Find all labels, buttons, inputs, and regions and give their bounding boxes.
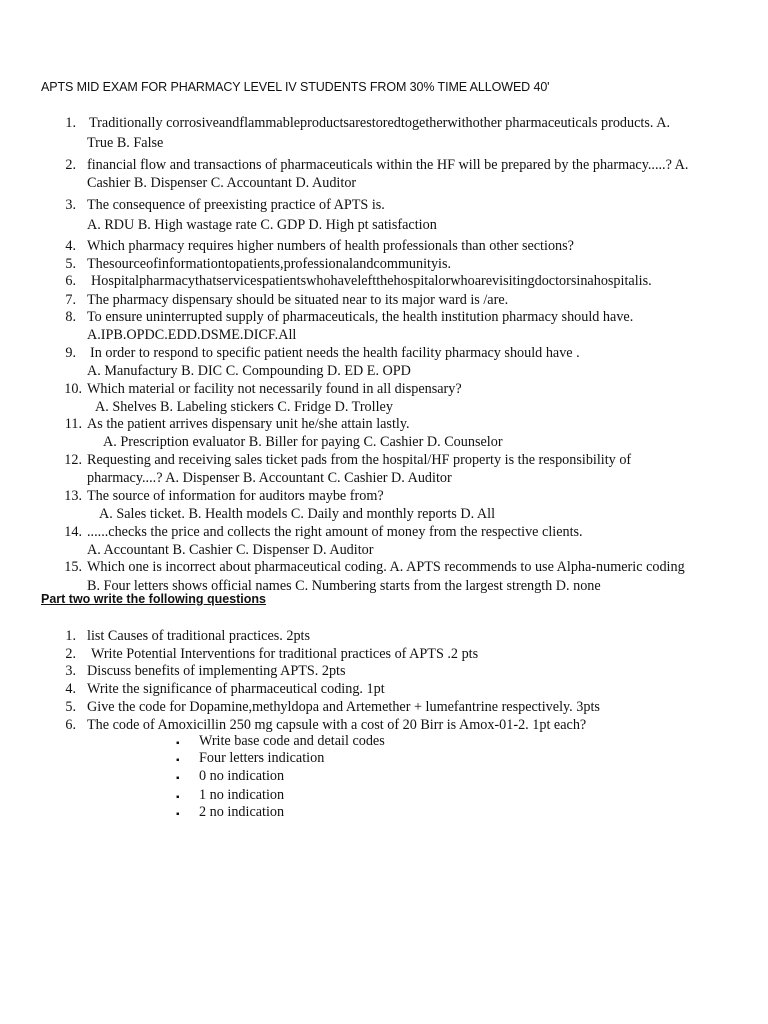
question-text-cont: Cashier B. Dispenser C. Accountant D. Auditor bbox=[87, 175, 357, 191]
question-text: The code of Amoxicillin 250 mg capsule with a cost of 20 Birr is Amox-01-2. 1pt each? bbox=[87, 717, 587, 733]
question-number: 5. bbox=[65, 699, 76, 715]
bullet-item: 0 no indication bbox=[199, 768, 285, 784]
question-text: Write the significance of pharmaceutical coding. 1pt bbox=[87, 681, 385, 697]
question-text: As the patient arrives dispensary unit he/she attain lastly. bbox=[87, 416, 410, 432]
bullet-item: 2 no indication bbox=[199, 804, 285, 820]
question-number: 7. bbox=[65, 292, 76, 308]
question-number: 4. bbox=[65, 238, 76, 254]
question-number: 13. bbox=[64, 488, 82, 504]
question-text: The pharmacy dispensary should be situated near to its major ward is /are. bbox=[87, 292, 509, 308]
question-text: Hospitalpharmacythatservicespatientswhohaveleftthehospitalorwhoarevisitingdoctorsinahospitalis. bbox=[91, 273, 652, 289]
bullet-item: Write base code and detail codes bbox=[199, 733, 385, 749]
question-number: 9. bbox=[65, 345, 76, 361]
question-number: 5. bbox=[65, 256, 76, 272]
question-number: 2. bbox=[65, 157, 76, 173]
question-text: The source of information for auditors maybe from? bbox=[87, 488, 384, 504]
bullet-icon: ▪ bbox=[176, 755, 180, 766]
part-two-heading: Part two write the following questions bbox=[41, 592, 267, 606]
question-text: list Causes of traditional practices. 2pts bbox=[87, 628, 311, 644]
question-text-cont: A.IPB.OPDC.EDD.DSME.DICF.All bbox=[87, 327, 297, 343]
question-text-cont: A. Shelves B. Labeling stickers C. Fridge D. Trolley bbox=[95, 399, 393, 415]
question-text-cont: A. Accountant B. Cashier C. Dispenser D. Auditor bbox=[87, 542, 374, 558]
bullet-icon: ▪ bbox=[176, 809, 180, 820]
question-text-cont: B. Four letters shows official names C. Numbering starts from the largest strength D. none bbox=[87, 578, 601, 594]
question-number: 1. bbox=[65, 628, 76, 644]
bullet-item: 1 no indication bbox=[199, 787, 285, 803]
question-text: Which pharmacy requires higher numbers of health professionals than other sections? bbox=[87, 238, 574, 254]
question-text: financial flow and transactions of pharmaceuticals within the HF will be prepared by the pharmacy.....? A. bbox=[87, 157, 689, 173]
question-text: Requesting and receiving sales ticket pads from the hospital/HF property is the responsibility of bbox=[87, 452, 632, 468]
question-text: ......checks the price and collects the right amount of money from the respective clients. bbox=[87, 524, 583, 540]
question-text: Traditionally corrosiveandflammableproductsarestoredtogetherwithother pharmaceuticals products. A. bbox=[89, 115, 670, 131]
question-number: 3. bbox=[65, 663, 76, 679]
question-text: Discuss benefits of implementing APTS. 2pts bbox=[87, 663, 346, 679]
question-text-cont: A. Prescription evaluator B. Biller for paying C. Cashier D. Counselor bbox=[103, 434, 503, 450]
question-number: 8. bbox=[65, 309, 76, 325]
question-text: Write Potential Interventions for traditional practices of APTS .2 pts bbox=[91, 646, 479, 662]
question-number: 10. bbox=[64, 381, 82, 397]
question-number: 6. bbox=[65, 717, 76, 733]
question-number: 2. bbox=[65, 646, 76, 662]
question-text-cont: True B. False bbox=[87, 135, 164, 151]
question-number: 12. bbox=[64, 452, 82, 468]
question-text-cont: A. Manufactury B. DIC C. Compounding D. ED E. OPD bbox=[87, 363, 411, 379]
bullet-icon: ▪ bbox=[176, 738, 180, 749]
question-text-cont: A. RDU B. High wastage rate C. GDP D. High pt satisfaction bbox=[87, 217, 437, 233]
question-text-cont: pharmacy....? A. Dispenser B. Accountant C. Cashier D. Auditor bbox=[87, 470, 452, 486]
question-text: Thesourceofinformationtopatients,professionalandcommunityis. bbox=[87, 256, 452, 272]
question-number: 11. bbox=[64, 416, 82, 432]
question-text: Which material or facility not necessarily found in all dispensary? bbox=[87, 381, 462, 397]
bullet-item: Four letters indication bbox=[199, 750, 325, 766]
bullet-icon: ▪ bbox=[176, 792, 180, 803]
exam-title: APTS MID EXAM FOR PHARMACY LEVEL IV STUDENTS FROM 30% TIME ALLOWED 40' bbox=[41, 80, 550, 94]
question-number: 4. bbox=[65, 681, 76, 697]
question-text: In order to respond to specific patient needs the health facility pharmacy should have . bbox=[90, 345, 580, 361]
question-number: 1. bbox=[65, 115, 76, 131]
question-text: To ensure uninterrupted supply of pharmaceuticals, the health institution pharmacy should have. bbox=[87, 309, 634, 325]
question-number: 14. bbox=[64, 524, 82, 540]
bullet-icon: ▪ bbox=[176, 773, 180, 784]
question-text: The consequence of preexisting practice of APTS is. bbox=[87, 197, 385, 213]
question-text: Which one is incorrect about pharmaceutical coding. A. APTS recommends to use Alpha-numeric coding bbox=[87, 559, 685, 575]
question-number: 15. bbox=[64, 559, 82, 575]
question-number: 6. bbox=[65, 273, 76, 289]
question-number: 3. bbox=[65, 197, 76, 213]
question-text: Give the code for Dopamine,methyldopa and Artemether + lumefantrine respectively. 3pts bbox=[87, 699, 600, 715]
question-text-cont: A. Sales ticket. B. Health models C. Daily and monthly reports D. All bbox=[99, 506, 496, 522]
